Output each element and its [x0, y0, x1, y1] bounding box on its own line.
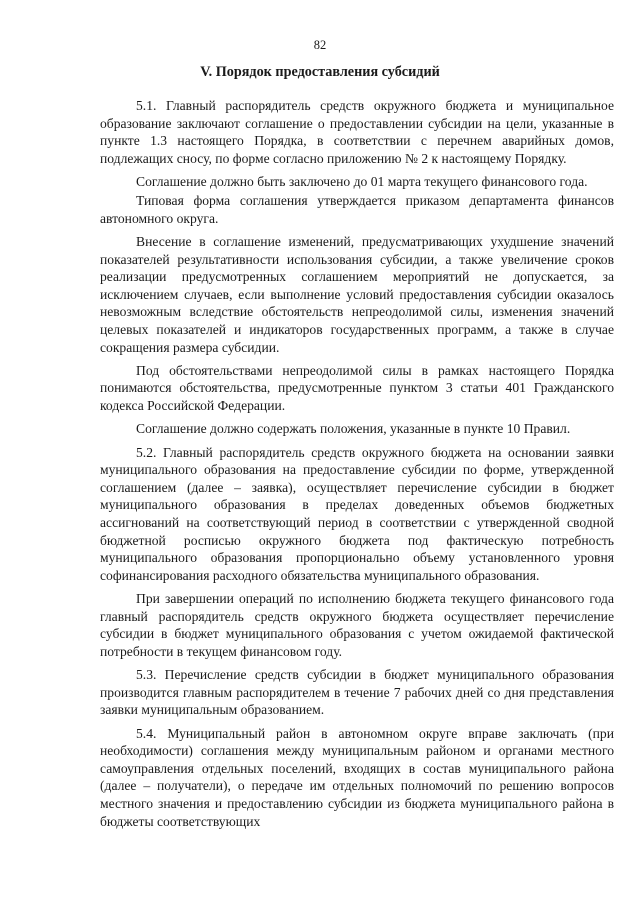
body-text	[100, 97, 614, 830]
paragraph-deadline: Соглашение должно быть заключено до 01 марта текущего финансового года.	[136, 174, 588, 190]
paragraph-force-majeure: Под обстоятельствами непреодолимой силы в рамках настоящего Порядка понимаются обстоятельства, предусмотренные пунктом 3 статьи 401 Гражданского кодекса Российской Федерации.	[100, 362, 614, 414]
paragraph-agreement-content: Соглашение должно содержать положения, указанные в пункте 10 Правил.	[136, 421, 571, 437]
paragraph-amendments: Внесение в соглашение изменений, предусматривающих ухудшение значений показателей результативности использования субсидии, а также увеличение сроков реализации предусмотренных соглашением мероприятий не допускается, за исключением случаев, если выполнение условий предоставления субсидии оказалось невозможным вследствие обстоятельств непреодолимой силы, изменения значений целевых показателей и индикаторов государственных программ, а также в случае сокращения размера субсидии.	[100, 234, 614, 355]
paragraph-5-2: 5.2. Главный распорядитель средств окружного бюджета на основании заявки муниципального образования на предоставление субсидии по форме, утвержденной соглашением (далее – заявка), осуществляет перечисление субсидии в бюджет муниципального образования в пределах доведенных объемов бюджетных ассигнований на соответствующий период в соответствии с утвержденной сводной бюджетной росписью окружного бюджета под фактическую потребность муниципального образования пропорционально объему установленного уровня софинансирования расходного обязательства муниципального образования.	[100, 444, 614, 583]
paragraph-5-3: 5.3. Перечисление средств субсидии в бюджет муниципального образования производится главным распорядителем в течение 7 рабочих дней со дня представления заявки муниципальным образованием.	[100, 667, 614, 718]
section-heading: V. Порядок предоставления субсидий	[200, 64, 440, 80]
paragraph-5-4: 5.4. Муниципальный район в автономном округе вправе заключать (при необходимости) соглашения между муниципальным районом и органами местного самоуправления отдельных поселений, входящих в состав муниципального района (далее – получатели), о передаче им отдельных полномочий по решению вопросов местного значения и предоставлению субсидии из бюджета муниципального района в бюджеты соответствующих	[100, 725, 614, 829]
paragraph-5-1: 5.1. Главный распорядитель средств окружного бюджета и муниципальное образование заключают соглашение о предоставлении субсидии на цели, указанные в пункте 1.3 настоящего Порядка, в соответствии с перечнем аварийных домов, подлежащих сносу, по форме согласно приложению № 2 к настоящему Порядку.	[100, 98, 614, 166]
page-number: 82	[313, 38, 327, 52]
paragraph-typical-form: Типовая форма соглашения утверждается приказом департамента финансов автономного округа.	[100, 193, 614, 226]
paragraph-year-end: При завершении операций по исполнению бюджета текущего финансового года главный распорядитель средств окружного бюджета осуществляет перечисление субсидии в бюджет муниципального образования с учетом ожидаемой фактической потребности в текущем финансовом году.	[100, 591, 614, 659]
